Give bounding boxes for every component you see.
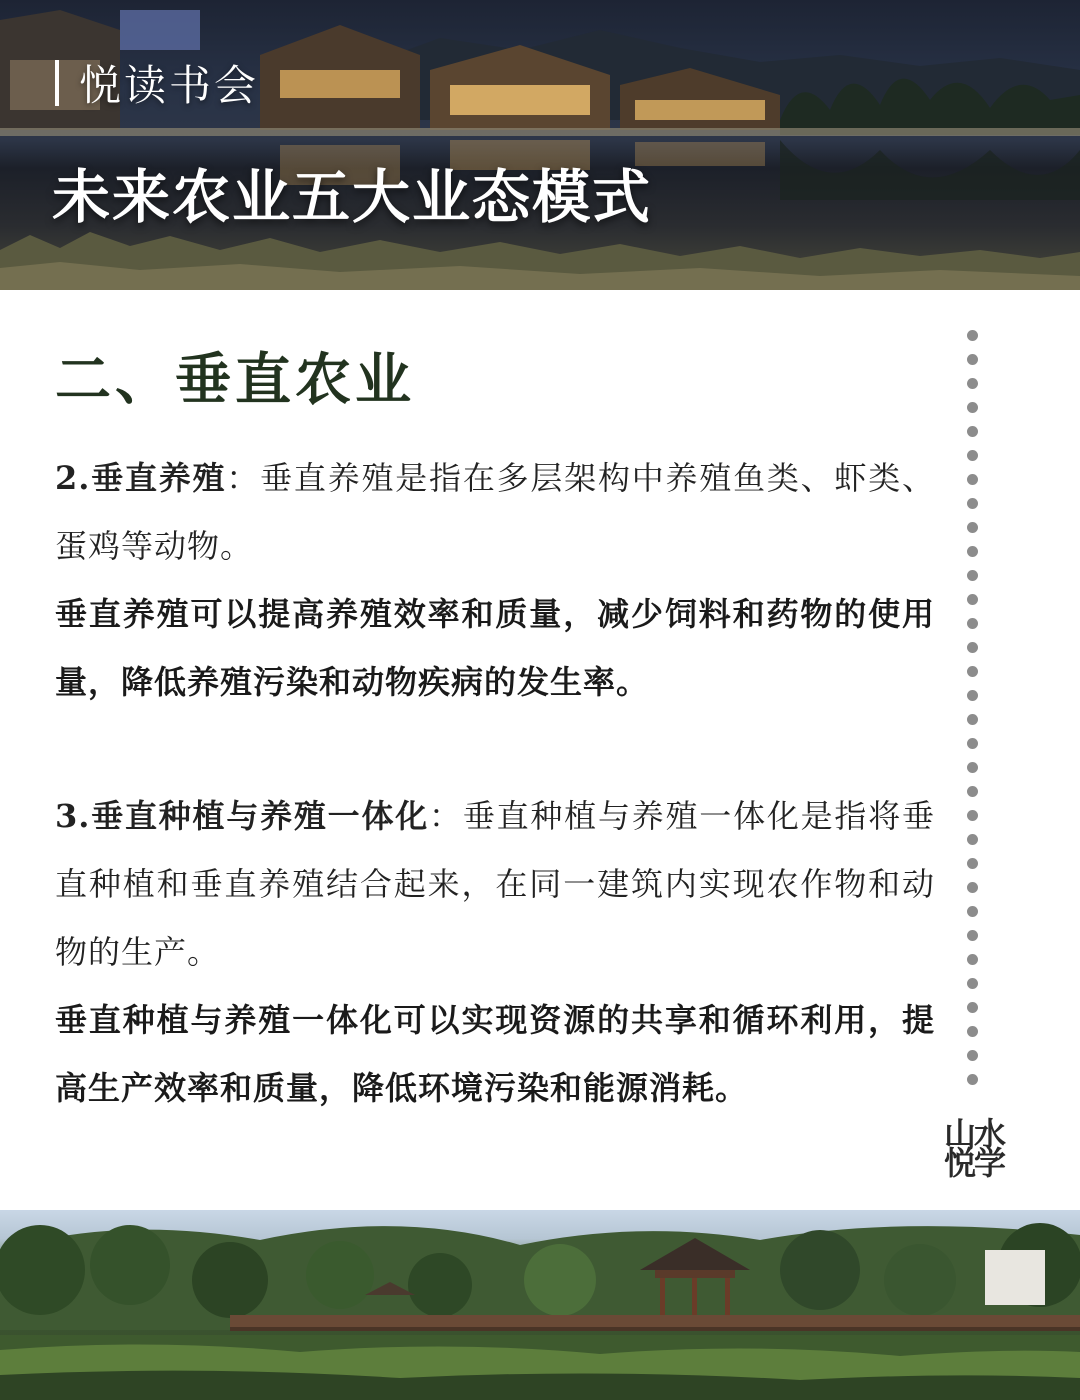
- section-heading: 二、垂直农业: [55, 347, 415, 413]
- divider-dot: [967, 594, 978, 605]
- item-separator: ：: [429, 797, 463, 835]
- paragraph-spacer: [55, 716, 935, 782]
- footer-photo: [0, 1210, 1080, 1400]
- divider-dot: [967, 930, 978, 941]
- divider-dot: [967, 1026, 978, 1037]
- divider-dot: [967, 906, 978, 917]
- divider-dot: [967, 450, 978, 461]
- night-lake-photo: [0, 0, 1080, 290]
- dotted-divider: [965, 330, 979, 1098]
- divider-dot: [967, 690, 978, 701]
- divider-dot: [967, 978, 978, 989]
- logo: [936, 1115, 1012, 1182]
- item-emphasis: 垂直种植与养殖一体化可以实现资源的共享和循环利用，提高生产效率和质量，降低环境污染和能源消耗。: [55, 1001, 935, 1107]
- divider-dot: [967, 1074, 978, 1085]
- item-emphasis: 垂直养殖可以提高养殖效率和质量，减少饲料和药物的使用量，降低养殖污染和动物疾病的发生率。: [55, 595, 935, 701]
- divider-dot: [967, 882, 978, 893]
- item-title: 3.垂直种植与养殖一体化: [55, 797, 430, 835]
- page-title: 未来农业五大业态模式: [52, 163, 653, 231]
- article-body: [55, 340, 935, 1122]
- divider-dot: [967, 426, 978, 437]
- divider-dot: [967, 762, 978, 773]
- divider-dot: [967, 1002, 978, 1013]
- item-text: 垂直养殖是指在多层架构中养殖鱼类、虾类、蛋鸡等动物。: [55, 459, 935, 565]
- divider-dot: [967, 546, 978, 557]
- divider-dot: [967, 354, 978, 365]
- logo-line: 山水: [943, 1115, 1004, 1153]
- item-text: 垂直种植与养殖一体化是指将垂直种植和垂直养殖结合起来，在同一建筑内实现农作物和动物的生产。: [55, 797, 935, 971]
- divider-dot: [967, 858, 978, 869]
- divider-dot: [967, 522, 978, 533]
- brand-divider: [55, 60, 59, 106]
- brand-label: [55, 57, 259, 109]
- divider-dot: [967, 642, 978, 653]
- divider-dot: [967, 738, 978, 749]
- item-title: 2.垂直养殖: [55, 459, 227, 497]
- brand-text: 悦读书会: [79, 61, 260, 110]
- item-description: [55, 782, 935, 986]
- header-banner: [0, 0, 1080, 290]
- divider-dot: [967, 786, 978, 797]
- divider-dot: [967, 618, 978, 629]
- divider-dot: [967, 834, 978, 845]
- logo-line: 悦学: [943, 1144, 1004, 1182]
- item-separator: ：: [226, 459, 261, 497]
- divider-dot: [967, 666, 978, 677]
- pavilion-lake-photo: [0, 1210, 1080, 1400]
- divider-dot: [967, 1050, 978, 1061]
- divider-dot: [967, 474, 978, 485]
- divider-dot: [967, 570, 978, 581]
- divider-dot: [967, 330, 978, 341]
- divider-dot: [967, 402, 978, 413]
- divider-dot: [967, 810, 978, 821]
- divider-dot: [967, 378, 978, 389]
- divider-dot: [967, 954, 978, 965]
- divider-dot: [967, 714, 978, 725]
- divider-dot: [967, 498, 978, 509]
- item-description: [55, 444, 935, 580]
